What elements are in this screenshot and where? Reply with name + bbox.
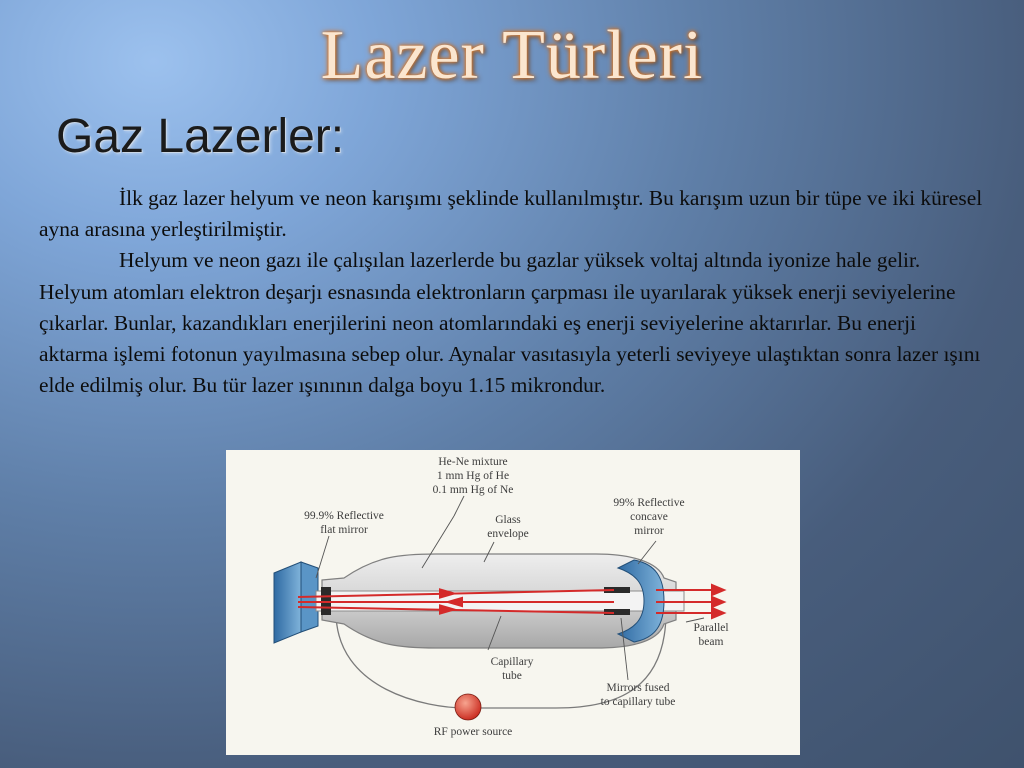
label-concave-mirror-2: concave — [630, 511, 668, 523]
label-concave-mirror-3: mirror — [634, 525, 664, 537]
label-mirrors-fused-1: Mirrors fused — [606, 682, 670, 694]
label-rf-power-source: RF power source — [433, 726, 513, 738]
label-parallel-beam-1: Parallel — [693, 622, 729, 634]
label-glass-1: Glass — [495, 514, 521, 526]
laser-diagram-svg — [226, 450, 800, 755]
slide-subtitle: Gaz Lazerler: — [56, 110, 345, 163]
paragraph-1: İlk gaz lazer helyum ve neon karışımı şeklinde kullanılmıştır. Bu karışım uzun bir tüpe ve iki küresel ayna arasına yerleştirilmiştir. — [39, 186, 983, 242]
label-concave-mirror-1: 99% Reflective — [613, 497, 685, 509]
paragraph-2: Helyum ve neon gazı ile çalışılan lazerlerde bu gazlar yüksek voltaj altında iyonize hale gelir. Helyum atomları elektron deşarjı esnasında elektronların çarpması ile uyarılarak yüksek enerji seviyelerine çıkarlar. Bunlar, kazandıkları enerjilerini neon atomlarındaki eş enerji seviyelerine aktarırlar. Bu enerji aktarma işlemi fotonun yayılmasına sebep olur. Aynalar vasıtasıyla yeterli seviyeye ulaştıktan sonra lazer ışını elde edilmiş olur. Bu tür lazer ışınının dalga boyu 1.15 mikrondur. — [39, 248, 981, 398]
rf-power-source — [455, 694, 481, 720]
label-mixture-2: 1 mm Hg of He — [436, 470, 510, 482]
flat-mirror — [274, 562, 301, 643]
body-text — [39, 183, 984, 401]
label-mixture-3: 0.1 mm Hg of Ne — [432, 484, 514, 496]
label-mixture-1: He-Ne mixture — [438, 456, 508, 468]
label-mirrors-fused-2: to capillary tube — [600, 696, 676, 708]
label-flat-mirror-2: flat mirror — [320, 524, 368, 536]
label-parallel-beam-2: beam — [698, 636, 724, 648]
label-capillary-1: Capillary — [490, 656, 534, 668]
label-glass-2: envelope — [487, 528, 529, 540]
slide-title: Lazer Türleri — [320, 17, 704, 94]
label-flat-mirror-1: 99.9% Reflective — [304, 510, 384, 522]
label-capillary-2: tube — [502, 670, 522, 682]
he-ne-laser-diagram — [226, 450, 800, 755]
